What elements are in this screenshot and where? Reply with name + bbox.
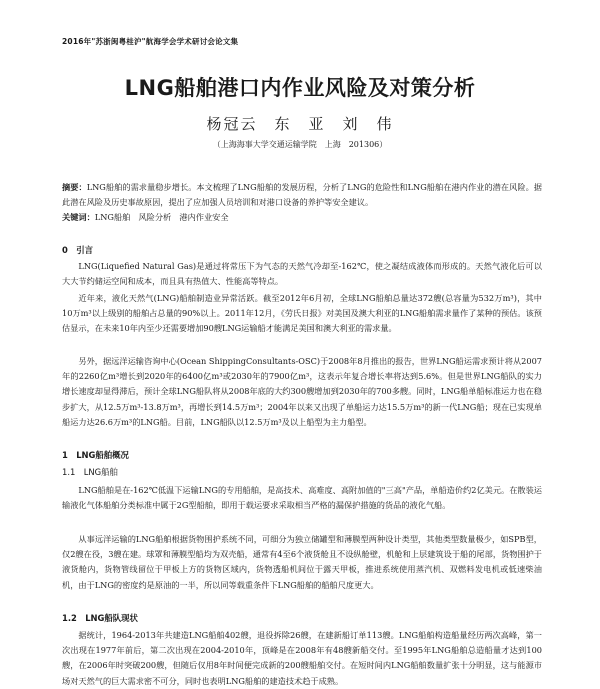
authors: 杨冠云 东 亚 刘 伟 xyxy=(206,115,394,133)
running-head: 2016年"苏浙闽粤桂沪"航海学会学术研讨会论文集 xyxy=(62,37,239,46)
subsection-heading-status: 1.2 LNG船队现状 xyxy=(62,613,138,623)
abstract-text: LNG船舶的需求量稳步增长。本文梳理了LNG船舶的发展历程，分析了LNG的危险性和LNG船舶在港内作业的潜在风险。据此潜在风险及历史事故原因，提出了应加强人员培训和对港口设备的养护等安全建议。 xyxy=(62,182,542,207)
section-heading-intro: 0 引言 xyxy=(62,245,93,255)
paragraph: 近年来，液化天然气(LNG)船舶制造业异常活跃。截至2012年6月初，全球LNG船舶总量达372艘(总容量为532万m³)，其中10万m³以上级别的船舶占总量的90%以上。2011年12月，《劳氏日报》对美国及澳大利亚的LNG船舶需求量作了某种的预估。该预估显示，在未来10年内至少还需要增加90艘LNG运输船才能满足美国和澳大利亚的需求量。 xyxy=(62,293,542,334)
section-heading-overview: 1 LNG船舶概况 xyxy=(62,450,129,460)
paragraph: 另外，据远洋运输咨询中心(Ocean ShippingConsultants-OSC)于2008年8月推出的报告，世界LNG船运需求预计将从2007年的2260亿m³增长到2020年的6400亿m³或2030年的7900亿m³，这表示年复合增长率将达到5.6%。但是世界LNG船队的实力增长速度却显得滞后，预计全球LNG船队将从2008年底的大约300艘增加到2030年的700多艘。同时，LNG船单船标准运力也在稳步扩大，从12.5万m³-13.8万m³，再增长到14.5万m³；2004年以来又出现了单船运力达15.5万m³的新一代LNG船；现在已实现单船运力达26.6万m³的LNG船。目前，LNG船队以12.5万m³及以上船型为主力船型。 xyxy=(62,356,542,427)
paragraph: LNG船舶是在-162℃低温下运输LNG的专用船舶，是高技术、高难度、高附加值的"三高"产品，单船造价约2亿美元。在散装运输液化气体船舶分类标准中属于2G型船舶，即用于载运要求采取相当严格的漏保护措施的货品的液化气船。 xyxy=(62,485,542,511)
keywords xyxy=(62,210,542,225)
paper-title: LNG船舶港口内作业风险及对策分析 xyxy=(124,76,476,100)
keywords-label: 关键词： xyxy=(62,212,95,222)
abstract-label: 摘要： xyxy=(62,182,87,192)
paragraph: 据统计，1964-2013年共建造LNG船舶402艘，退役拆除26艘，在建新船订单113艘。LNG船舶构造船量经历两次高峰，第一次出现在1977年前后，第二次出现在2004-2010年，顶峰是在2008年有48艘新船交付。至1995年LNG船舶总造船量才达到100艘，在2006年时突破200艘，但随后仅用8年时间便完成新的200艘船舶交付。在短时间内LNG船舶数量扩张十分明显，这与能源市场对天然气的巨大需求密不可分，同时也表明LNG船舶的建造技术趋于成熟。 xyxy=(62,630,542,686)
paragraph: LNG(Liquefied Natural Gas)是通过将常压下为气态的天然气冷却至-162℃，使之凝结成液体而形成的。天然气液化后可以大大节约储运空间和成本，而且具有热值大、性能高等特点。 xyxy=(62,261,542,287)
subsection-heading-ship: 1.1 LNG船舶 xyxy=(62,467,118,477)
keywords-text: LNG船舶 风险分析 港内作业安全 xyxy=(94,212,229,222)
affiliation: （上海海事大学交通运输学院 上海 201306） xyxy=(212,140,388,149)
paragraph: 从事远洋运输的LNG船舶根据货物围护系统不同，可细分为独立储罐型和薄膜型两种设计类型，其他类型数量极少，如SPB型，仅2艘在役，3艘在建。球罩和薄膜型船均为双壳船，通常有4至6个液货舱且不设纵舱壁，机舱和上层建筑设于船的尾部，货物围护于液货舱内，货物管线留位于甲板上方的货物区域内，货物透船机间位于露天甲板，推进系统使用蒸汽机、双燃料发电机或低速柴油机，由于LNG的密度约是原油的一半，所以同等载重条件下LNG船舶的船舶尺度更大。 xyxy=(62,534,542,590)
abstract xyxy=(62,180,542,210)
